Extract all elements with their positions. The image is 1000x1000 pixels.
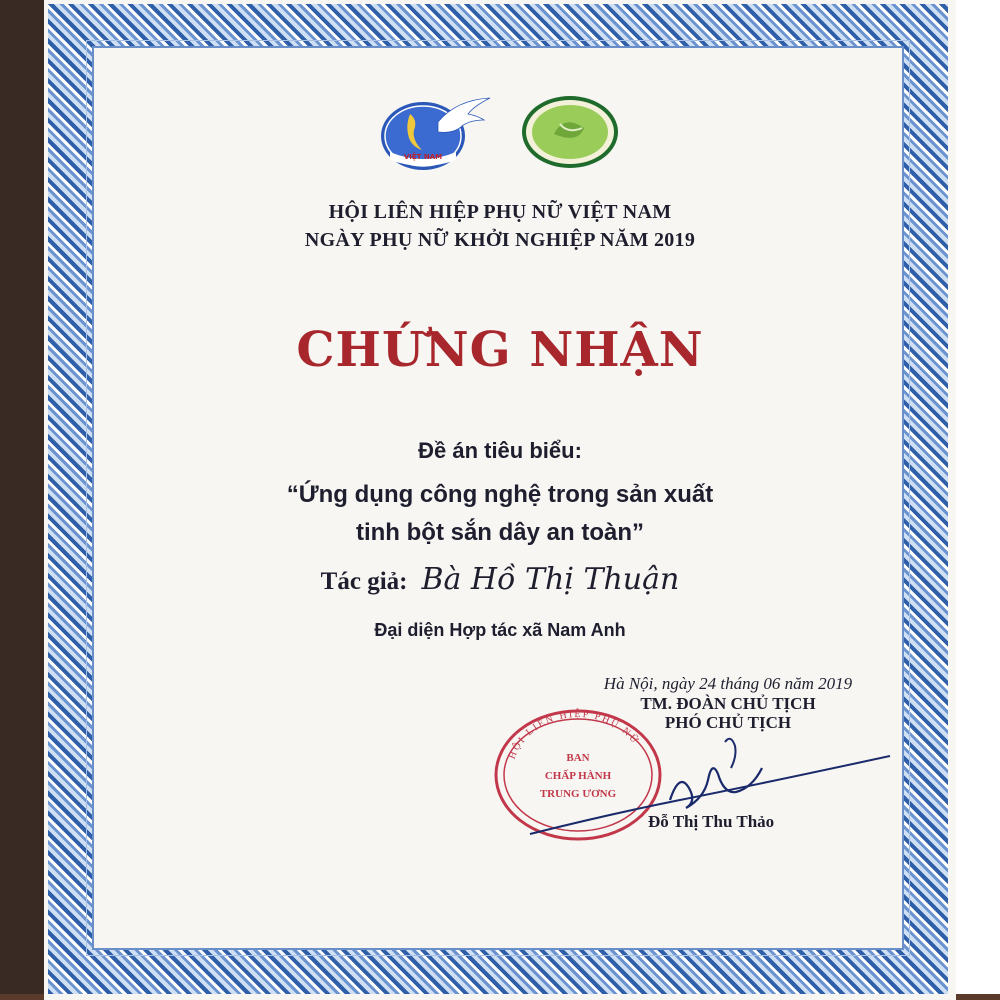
signer-role-line-2: PHÓ CHỦ TỊCH [664,713,792,732]
handwritten-signature [520,730,900,850]
author-label: Tác giả: [320,568,408,595]
organization-name: HỘI LIÊN HIỆP PHỤ NỮ VIỆT NAM [328,201,672,223]
project-name [100,476,900,552]
project-label: Đề án tiêu biểu: [418,438,582,463]
women-union-logo [368,92,498,172]
event-name: NGÀY PHỤ NỮ KHỞI NGHIỆP NĂM 2019 [304,229,696,251]
issue-date: Hà Nội, ngày 24 tháng 06 năm 2019 [603,674,853,693]
signer-name: Đỗ Thị Thu Thảo [648,812,775,831]
certificate-title: CHỨNG NHẬN [296,322,704,378]
author-row [100,562,900,597]
svg-text:HỘI LIÊN HIỆP PHỤ NỮ: HỘI LIÊN HIỆP PHỤ NỮ [506,708,642,761]
logos-row [360,88,660,178]
signer-role-line-1: TM. ĐOÀN CHỦ TỊCH [640,694,816,713]
photo-dark-edge [0,0,46,1000]
representative-text: Đại diện Hợp tác xã Nam Anh [374,620,626,640]
svg-text:CHẤP HÀNH: CHẤP HÀNH [544,770,612,782]
project-name-line-1: “Ứng dụng công nghệ trong sản xuất [286,481,714,508]
svg-text:VIỆT NAM: VIỆT NAM [403,153,443,161]
author-name: Bà Hồ Thị Thuận [421,562,680,597]
svg-text:TRUNG ƯƠNG: TRUNG ƯƠNG [539,788,617,800]
green-seal-logo [520,94,620,170]
project-name-line-2: tinh bột sắn dây an toàn” [355,519,644,546]
organization-header [100,198,900,254]
svg-text:BAN: BAN [566,752,590,764]
